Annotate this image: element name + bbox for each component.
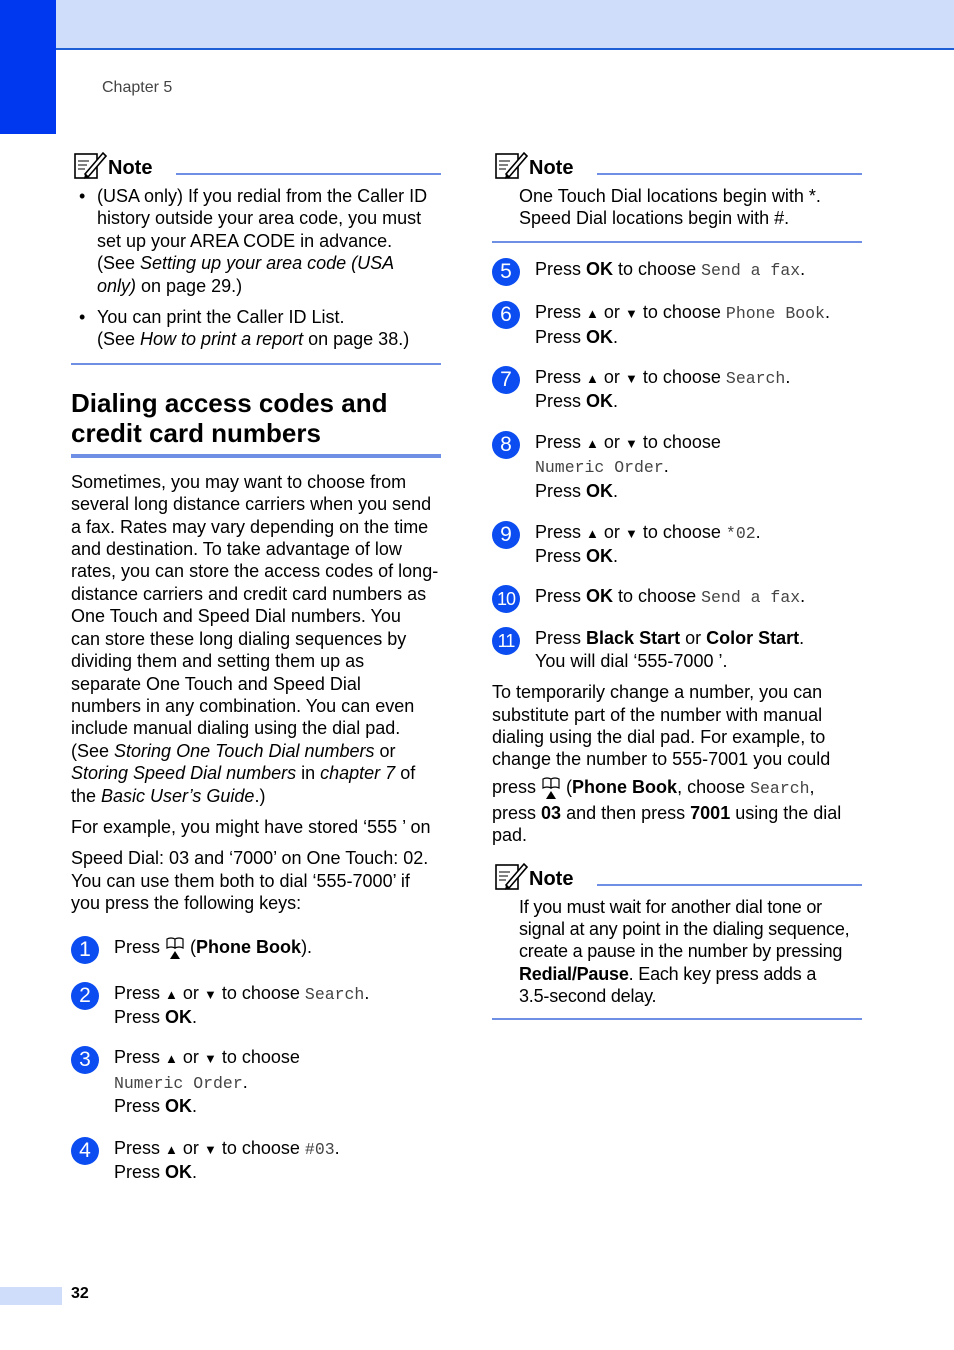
- step-number: 10: [492, 585, 520, 613]
- down-arrow-icon: ▼: [203, 1141, 217, 1157]
- body-paragraph: For example, you might have stored ‘555 ’ on: [71, 816, 431, 837]
- footer-bar: [0, 1287, 62, 1305]
- chapter-tab: [0, 0, 56, 134]
- up-arrow-icon: ▲: [586, 435, 599, 451]
- up-arrow-icon: ▲: [586, 526, 599, 542]
- down-arrow-icon: ▼: [624, 306, 638, 322]
- step-number: 6: [492, 301, 520, 329]
- down-arrow-icon: ▼: [203, 986, 217, 1002]
- body-paragraph: Speed Dial: 03 and ‘7000’ on One Touch: 02. You can use them both to dial ‘555-7000’ if you press the following keys:: [71, 848, 429, 914]
- step-11: 11 Press Black Start or Color Start. You will dial ‘555-7000 ’.: [492, 627, 862, 672]
- up-arrow-icon: ▲: [165, 986, 178, 1002]
- step-9: 9 Press ▲ or ▼ to choose *02. Press OK.: [492, 521, 862, 568]
- step-1: 1 Press (Phone Book).: [71, 936, 441, 962]
- right-column: [492, 150, 862, 1020]
- step-number: 8: [492, 431, 520, 459]
- list-item: • (USA only) If you redial from the Caller ID history outside your area code, you must set up your AREA CODE in advance. (See Setting up your area code (USA only) on page 29.): [71, 185, 441, 297]
- step-8: 8 Press ▲ or ▼ to choose Numeric Order. Press OK.: [492, 431, 862, 502]
- note-rule: [597, 884, 862, 886]
- up-arrow-icon: ▲: [586, 306, 599, 322]
- note-bullets: [71, 185, 441, 351]
- up-arrow-icon: ▲: [165, 1051, 178, 1067]
- step-number: 11: [492, 627, 520, 655]
- step-7: 7 Press ▲ or ▼ to choose Search. Press OK.: [492, 366, 862, 413]
- step-3: 3 Press ▲ or ▼ to choose Numeric Order. Press OK.: [71, 1046, 441, 1117]
- list-item: • You can print the Caller ID List. (See How to print a report on page 38.): [71, 306, 441, 351]
- step-number: 9: [492, 521, 520, 549]
- note-text: If you must wait for another dial tone or signal at any point in the dialing sequence, create a pause in the number by pressing Redial/Pause. Each key press adds a 3.5-second delay.: [519, 896, 850, 1007]
- body-paragraph: Sometimes, you may want to choose from several long distance carriers when you send a fax. Rates may vary depending on the time and destination. To take advantage of low rates, you can store the access codes of long- distance carriers and credit card numbers as One Touch and Speed Dial numbers. You can store these long dialing sequences by dividing them and setting them up as separate One Touch and Speed Dial numbers in any combination. You can even include manual dialing using the dial pad. (See Storing One Touch Dial numbers or Storing Speed Dial numbers in chapter 7 of the Basic User’s Guide.): [71, 471, 439, 806]
- note-end-rule: [71, 363, 441, 365]
- step-number: 7: [492, 366, 520, 394]
- left-column: [71, 150, 441, 1183]
- down-arrow-icon: ▼: [203, 1051, 217, 1067]
- step-10: 10 Press OK to choose Send a fax.: [492, 585, 862, 609]
- note-rule: [597, 173, 862, 175]
- step-number: 1: [71, 936, 99, 964]
- up-arrow-icon: ▲: [586, 371, 599, 387]
- note-rule: [176, 173, 441, 175]
- section-title: Dialing access codes and credit card numbers: [71, 387, 388, 448]
- note-pencil-icon: [494, 150, 528, 180]
- note-pencil-icon: [494, 861, 528, 891]
- step-2: 2 Press ▲ or ▼ to choose Search. Press OK.: [71, 982, 441, 1029]
- step-number: 4: [71, 1137, 99, 1165]
- phone-book-icon: [541, 776, 561, 802]
- note-end-rule: [492, 241, 862, 243]
- down-arrow-icon: ▼: [624, 526, 638, 542]
- note-header: [492, 150, 862, 184]
- down-arrow-icon: ▼: [624, 371, 638, 387]
- note-label: Note: [529, 157, 574, 179]
- section-rule: [71, 454, 441, 458]
- note-text: One Touch Dial locations begin with *. Speed Dial locations begin with #.: [519, 186, 821, 229]
- step-number: 3: [71, 1046, 99, 1074]
- down-arrow-icon: ▼: [624, 435, 638, 451]
- phone-book-icon: [165, 936, 185, 962]
- note-header: [492, 861, 862, 895]
- note-label: Note: [529, 867, 574, 890]
- header-band: [0, 0, 954, 50]
- page-number: 32: [71, 1285, 89, 1302]
- note-end-rule: [492, 1018, 862, 1020]
- note-header: [71, 150, 441, 184]
- step-number: 5: [492, 258, 520, 286]
- body-paragraph: To temporarily change a number, you can substitute part of the number with manual dialing using the dial pad. For example, to change the number to 555-7001 you could press (Phone Book, choose Search, press 03 and then press 7001 using the dial pad.: [492, 682, 842, 846]
- step-5: 5 Press OK to choose Send a fax.: [492, 258, 862, 282]
- up-arrow-icon: ▲: [165, 1141, 178, 1157]
- chapter-label: Chapter 5: [102, 79, 173, 96]
- note-label: Note: [108, 157, 153, 179]
- step-6: 6 Press ▲ or ▼ to choose Phone Book. Press OK.: [492, 301, 862, 348]
- note-pencil-icon: [73, 150, 107, 180]
- step-4: 4 Press ▲ or ▼ to choose #03. Press OK.: [71, 1137, 441, 1184]
- step-number: 2: [71, 982, 99, 1010]
